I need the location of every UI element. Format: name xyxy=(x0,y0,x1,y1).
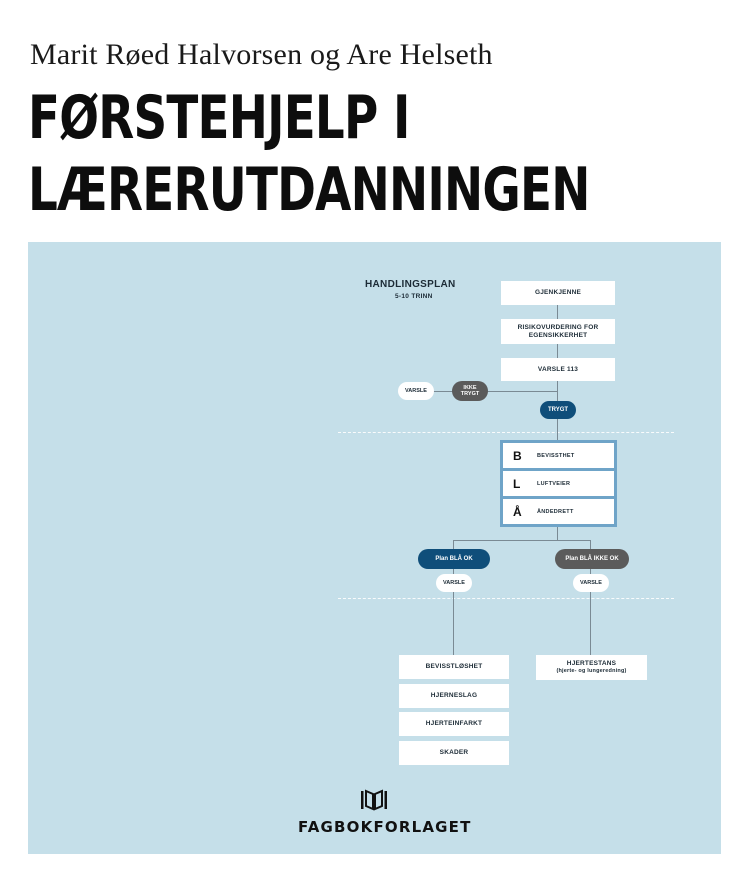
outcome-unconsciousness: BEVISSTLØSHET xyxy=(399,655,509,679)
bla-word: LUFTVEIER xyxy=(537,480,571,487)
safe-pill: TRYGT xyxy=(540,401,576,419)
outcome-stroke: HJERNESLAG xyxy=(399,684,509,708)
outcome-heart-attack: HJERTEINFARKT xyxy=(399,712,509,736)
author-names: Marit Røed Halvorsen og Are Helseth xyxy=(30,38,493,71)
bla-word: BEVISSTHET xyxy=(537,452,575,459)
plan-bla-not-ok-pill: Plan BLÅ IKKE OK xyxy=(555,549,629,569)
varsle-unsafe-pill: VARSLE xyxy=(398,382,434,400)
book-title-line-1: FØRSTEHJELP I xyxy=(28,83,410,153)
connector-line xyxy=(428,391,558,392)
cardiac-arrest-subtitle: (hjerte- og lungeredning) xyxy=(556,668,627,675)
cardiac-arrest-title: HJERTESTANS xyxy=(566,660,617,668)
step-risk-assessment: RISIKOVURDERING FOR EGENSIKKERHET xyxy=(501,319,615,344)
varsle-right-pill: VARSLE xyxy=(573,574,609,592)
cover-illustration-panel xyxy=(28,242,721,854)
plan-bla-ok-pill: Plan BLÅ OK xyxy=(418,549,490,569)
open-book-logo-icon xyxy=(359,788,389,812)
bla-letter: L xyxy=(513,476,521,491)
publisher-name: FAGBOKFORLAGET xyxy=(298,818,472,836)
flowchart-subheading: 5-10 TRINN xyxy=(395,293,433,300)
connector-line xyxy=(557,527,558,540)
step-call-113: VARSLE 113 xyxy=(501,358,615,381)
bla-assessment-box xyxy=(500,440,617,527)
bla-row xyxy=(503,471,614,496)
dashed-divider xyxy=(338,432,674,433)
bla-letter: Å xyxy=(513,504,522,519)
flowchart-heading: HANDLINGSPLAN xyxy=(365,279,456,290)
bla-letter: B xyxy=(513,448,522,463)
varsle-left-pill: VARSLE xyxy=(436,574,472,592)
book-title-line-2: LÆRERUTDANNINGEN xyxy=(28,155,590,225)
bla-row xyxy=(503,499,614,524)
not-safe-pill: IKKE TRYGT xyxy=(452,381,488,401)
outcome-injuries: SKADER xyxy=(399,741,509,765)
connector-line xyxy=(453,540,591,541)
step-recognize: GJENKJENNE xyxy=(501,281,615,305)
dashed-divider xyxy=(338,598,674,599)
bla-row xyxy=(503,443,614,468)
outcome-cardiac-arrest xyxy=(536,655,647,680)
bla-word: ÅNDEDRETT xyxy=(537,508,574,515)
